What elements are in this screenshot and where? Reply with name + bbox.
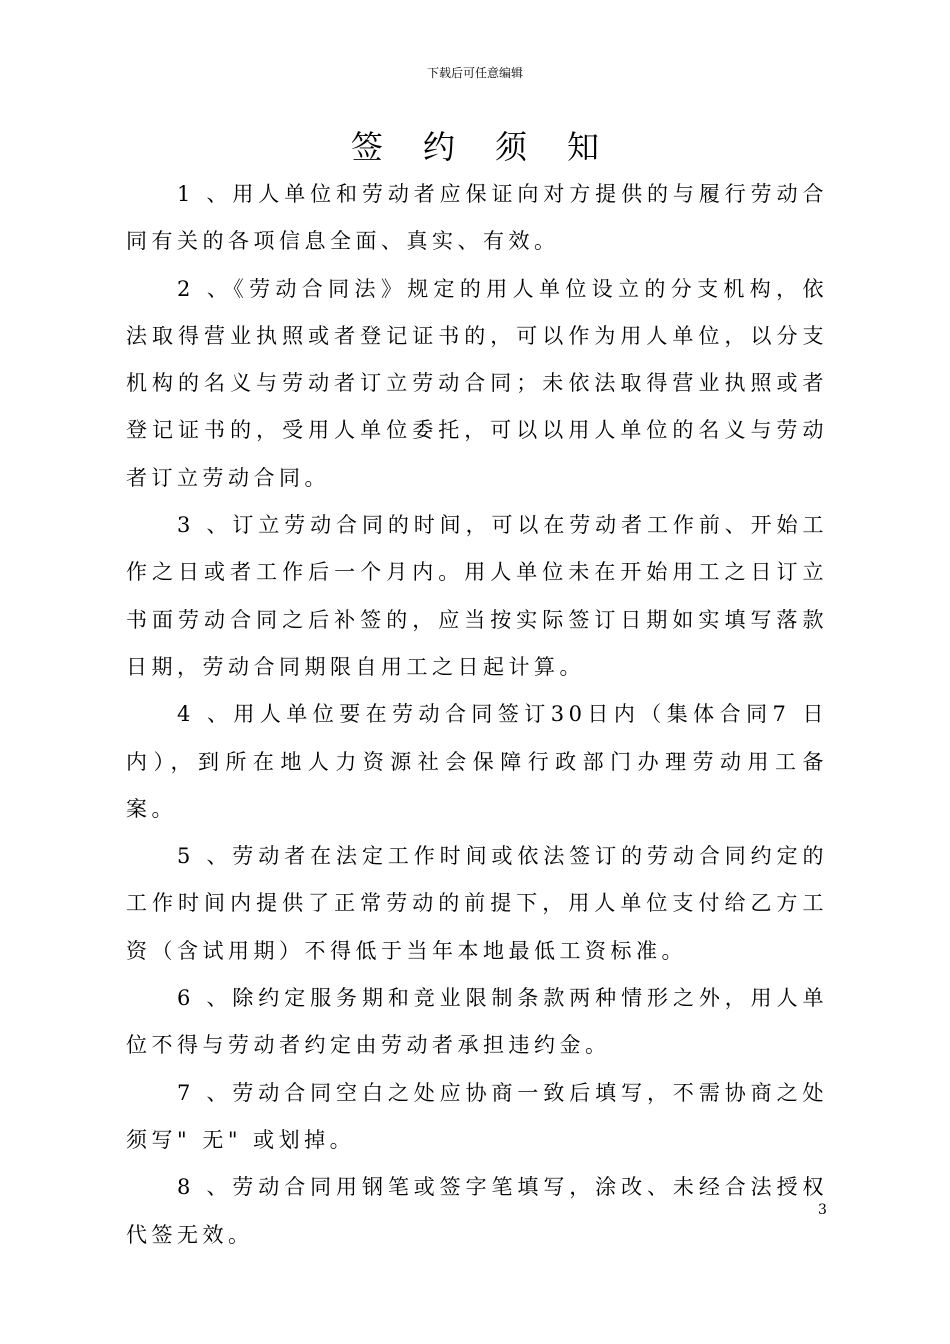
clause-4: 4 、用人单位要在劳动合同签订30日内（集体合同7 日内），到所在地人力资源社会保障行政部门办理劳动用工备案。 <box>126 702 828 821</box>
clause-8: 8 、劳动合同用钢笔或签字笔填写，涂改、未经合法授权代签无效。 <box>126 1175 828 1247</box>
clause-2: 2 、《劳动合同法》规定的用人单位设立的分支机构，依法取得营业执照或者登记证书的，可以作为用人单位，以分支机构的名义与劳动者订立劳动合同；未依法取得营业执照或者登记证书的，受用人单位委托，可以以用人单位的名义与劳动者订立劳动合同。 <box>126 276 828 490</box>
page-number: 3 <box>818 1202 827 1218</box>
clause-5: 5 、劳动者在法定工作时间或依法签订的劳动合同约定的工作时间内提供了正常劳动的前提下，用人单位支付给乙方工资（含试用期）不得低于当年本地最低工资标准。 <box>126 844 828 963</box>
clause-3: 3 、订立劳动合同的时间，可以在劳动者工作前、开始工作之日或者工作后一个月内。用人单位未在开始用工之日订立书面劳动合同之后补签的，应当按实际签订日期如实填写落款日期，劳动合同期限自用工之日起计算。 <box>126 513 828 679</box>
clause-6: 6 、除约定服务期和竞业限制条款两种情形之外，用人单位不得与劳动者约定由劳动者承担违约金。 <box>126 986 828 1058</box>
clause-7: 7 、劳动合同空白之处应协商一致后填写，不需协商之处须写" 无" 或划掉。 <box>126 1080 828 1152</box>
document-title: 签约须知 <box>350 128 639 166</box>
document-body <box>126 171 828 1259</box>
header-note: 下载后可任意编辑 <box>426 66 523 80</box>
clause-1: 1 、用人单位和劳动者应保证向对方提供的与履行劳动合同有关的各项信息全面、真实、有效。 <box>126 182 828 254</box>
